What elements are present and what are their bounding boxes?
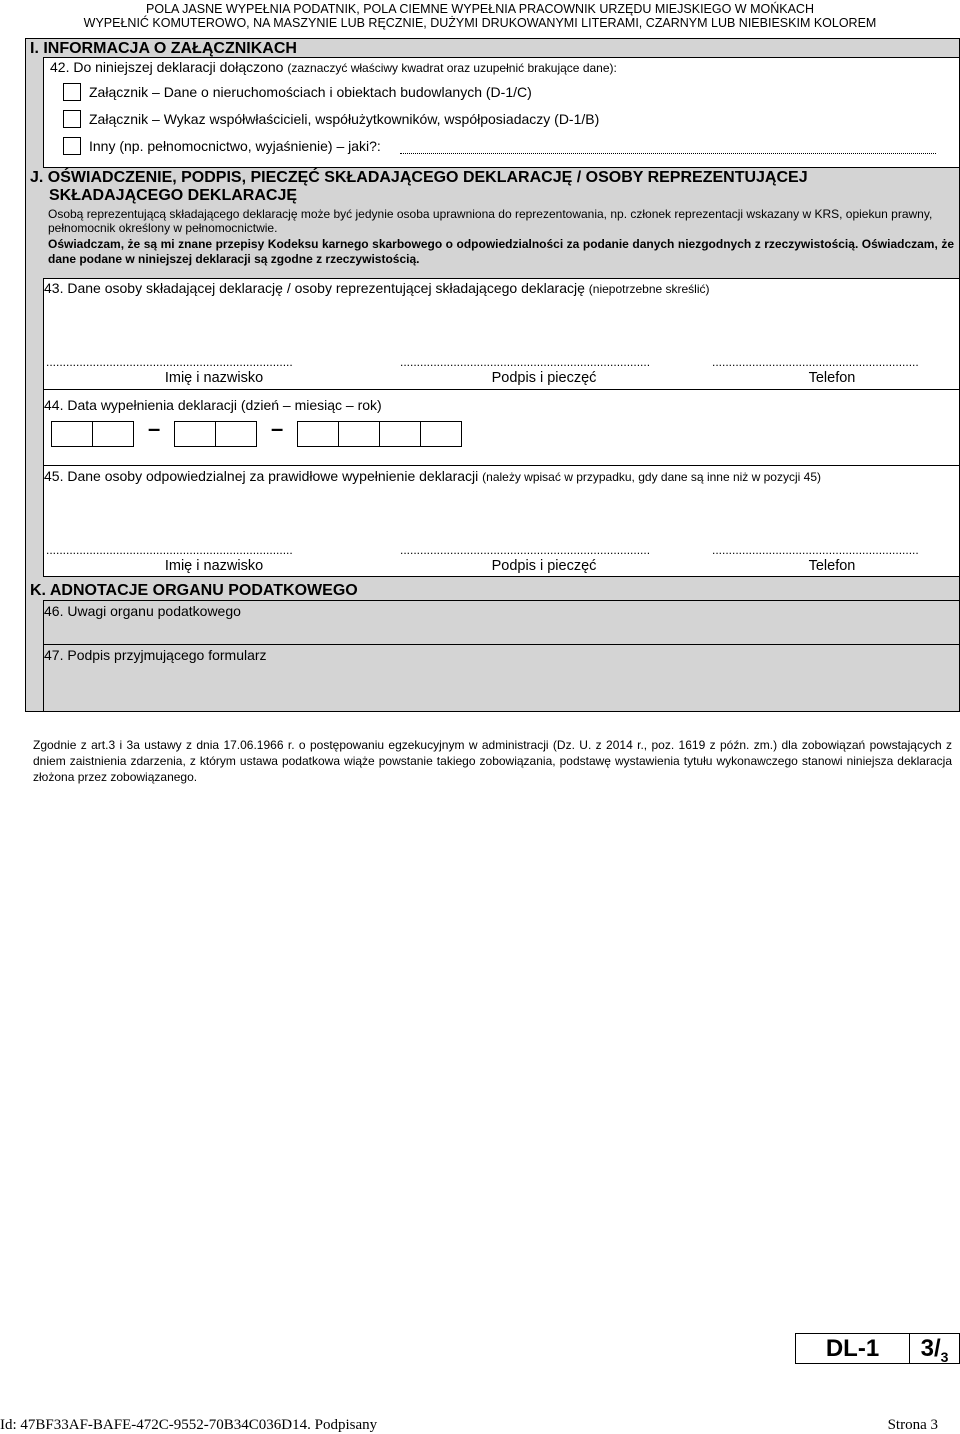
field-45-phone-input[interactable]: .............................................................. xyxy=(712,543,919,557)
field-43-caption-phone: Telefon xyxy=(808,370,856,386)
field-47-label: 47. Podpis przyjmującego formularz xyxy=(44,647,267,663)
checkbox-attachment-d1b[interactable] xyxy=(63,110,81,128)
field-43-label: 43. Dane osoby składającej deklarację / osoby reprezentującej składającego deklarację xyxy=(44,280,585,296)
field-46-box xyxy=(43,600,960,645)
date-month-cells xyxy=(174,421,257,447)
field-43-phone-input[interactable]: .............................................................. xyxy=(712,355,919,369)
field-45-caption-phone: Telefon xyxy=(808,558,856,574)
date-year-cells xyxy=(297,421,462,447)
other-specify-input[interactable] xyxy=(400,153,936,154)
date-year-digit-3[interactable] xyxy=(380,421,421,447)
date-separator-1: – xyxy=(148,416,161,441)
date-year-digit-2[interactable] xyxy=(339,421,380,447)
field-45-label: 45. Dane osoby odpowiedzialnej za prawidłowe wypełnienie deklaracji xyxy=(44,468,479,484)
date-day-digit-1[interactable] xyxy=(51,421,93,447)
date-year-digit-4[interactable] xyxy=(421,421,462,447)
field-43-signature-input[interactable]: ........................................................................... xyxy=(400,355,651,369)
field-43-name-input[interactable]: .......................................................................... xyxy=(46,355,293,369)
date-day-digit-2[interactable] xyxy=(93,421,134,447)
option-other: Inny (np. pełnomocnictwo, wyjaśnienie) – jaki?: xyxy=(89,138,381,154)
date-month-digit-1[interactable] xyxy=(174,421,216,447)
header-line-2: WYPEŁNIĆ KOMUTEROWO, NA MASZYNIE LUB RĘCZNIE, DUŻYMI DRUKOWANYMI LITERAMI, CZARNYM LUB NIEBIESKIM KOLOREM xyxy=(83,16,877,30)
field-45-signature-input[interactable]: ........................................................................... xyxy=(400,543,651,557)
section-i-title: I. INFORMACJA O ZAŁĄCZNIKACH xyxy=(30,40,297,57)
field-43-caption-name: Imię i nazwisko xyxy=(164,370,264,386)
page-total: 3 xyxy=(940,1349,949,1365)
field-45-box xyxy=(43,465,960,577)
header-line-1: POLA JASNE WYPEŁNIA PODATNIK, POLA CIEMNE WYPEŁNIA PRACOWNIK URZĘDU MIEJSKIEGO W MOŃKACH xyxy=(146,2,814,16)
field-44-label: 44. Data wypełnienia deklaracji (dzień – miesiąc – rok) xyxy=(44,397,382,413)
field-42-hint: (zaznaczyć właściwy kwadrat oraz uzupełnić brakujące dane): xyxy=(287,61,617,75)
declaration-statement: Oświadczam, że są mi znane przepisy Kodeksu karnego skarbowego o odpowiedzialności za podanie danych niezgodnych z rzeczywistością. Oświadczam, że dane podane w niniejszej deklaracji są zgodne z rzeczywistością. xyxy=(48,237,954,266)
footer-page: Strona 3 xyxy=(887,1417,938,1433)
form-frame xyxy=(25,38,960,712)
legal-note: Zgodnie z art.3 i 3a ustawy z dnia 17.06.1966 r. o postępowaniu egzekucyjnym w administracji (Dz. U. z 2014 r., poz. 1619 z późn. zm.) dla zobowiązań powstających z dniem zaistnienia zdarzenia, z którym ustawa podatkowa wiąże powstanie takiego zobowiązania, podstawę wystawienia tytułu wykonawczego stanowi niniejsza deklaracja złożona przez zobowiązanego. xyxy=(33,738,952,784)
field-45-caption-name: Imię i nazwisko xyxy=(164,558,264,574)
section-j-title-line-2: SKŁADAJĄCEGO DEKLARACJĘ xyxy=(49,187,298,204)
date-month-digit-2[interactable] xyxy=(216,421,257,447)
section-j-title-line-1: J. OŚWIADCZENIE, PODPIS, PIECZĘĆ SKŁADAJĄCEGO DEKLARACJĘ / OSOBY REPREZENTUJĄCEJ xyxy=(30,169,808,186)
date-separator-2: – xyxy=(271,416,284,441)
checkbox-attachment-d1c[interactable] xyxy=(63,83,81,101)
footer-id: Id: 47BF33AF-BAFE-472C-9552-70B34C036D14. Podpisany xyxy=(0,1417,378,1433)
field-43-hint: (niepotrzebne skreślić) xyxy=(588,282,710,296)
field-47-box xyxy=(43,644,960,712)
field-45-caption-signature: Podpis i pieczęć xyxy=(491,558,597,574)
field-42-label: 42. Do niniejszej deklaracji dołączono xyxy=(50,59,284,75)
section-i-field-42 xyxy=(43,57,960,168)
field-46-label: 46. Uwagi organu podatkowego xyxy=(44,603,241,619)
date-day-cells xyxy=(51,421,134,447)
date-year-digit-1[interactable] xyxy=(297,421,339,447)
option-attachment-d1c: Załącznik – Dane o nieruchomościach i obiektach budowlanych (D-1/C) xyxy=(89,84,532,100)
field-45-name-input[interactable]: .......................................................................... xyxy=(46,543,293,557)
page-indicator: $3/_3$ xyxy=(920,1335,949,1365)
field-43-caption-signature: Podpis i pieczęć xyxy=(491,370,597,386)
option-attachment-d1b: Załącznik – Wykaz współwłaścicieli, współużytkowników, współposiadaczy (D-1/B) xyxy=(89,111,600,127)
field-44-box xyxy=(43,389,960,467)
checkbox-other[interactable] xyxy=(63,137,81,155)
page-badge xyxy=(795,1333,960,1364)
page-number: 3 xyxy=(920,1335,934,1362)
form-code: DL-1 xyxy=(796,1334,910,1363)
field-45-hint: (należy wpisać w przypadku, gdy dane są inne niż w pozycji 45) xyxy=(482,470,821,484)
representative-note: Osobą reprezentującą składającego deklarację może być jedynie osoba uprawniona do reprezentowania, np. członek reprezentacji wskazany w KRS, opiekun prawny, pełnomocnik określony w pełnomocnictwie. xyxy=(48,207,933,235)
field-43-box xyxy=(43,278,960,390)
section-k-title: K. ADNOTACJE ORGANU PODATKOWEGO xyxy=(30,582,358,599)
